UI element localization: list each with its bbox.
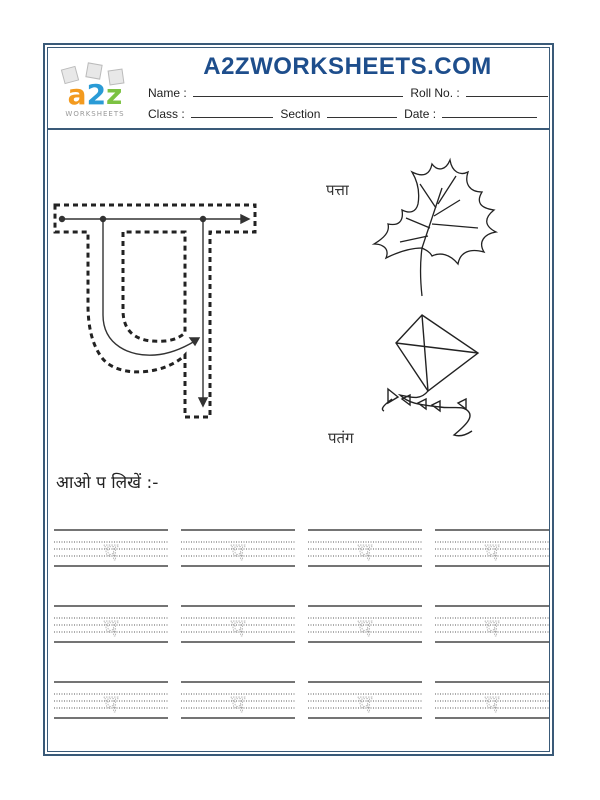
word-leaf: पत्ता — [326, 181, 349, 199]
practice-cell[interactable] — [435, 530, 549, 566]
trace-letter-faint: प — [231, 690, 245, 718]
section-label: Section — [280, 107, 321, 121]
practice-cell[interactable] — [181, 606, 295, 642]
trace-letter-faint: प — [231, 614, 245, 642]
leaf-icon — [360, 148, 510, 303]
name-label: Name : — [148, 86, 187, 100]
name-roll-row — [148, 86, 552, 100]
instruction-text: आओ प लिखें :- — [56, 473, 159, 493]
practice-cell[interactable] — [435, 606, 549, 642]
class-section-date-row — [148, 107, 541, 121]
practice-cell[interactable] — [308, 606, 422, 642]
roll-field[interactable] — [466, 86, 548, 97]
logo-subtext: WORKSHEETS — [65, 110, 125, 118]
trace-letter-faint: प — [104, 614, 118, 642]
header-separator — [47, 128, 550, 130]
date-field[interactable] — [442, 107, 537, 118]
practice-cell[interactable] — [181, 682, 295, 718]
trace-letter-faint: प — [485, 614, 499, 642]
practice-cell[interactable] — [435, 682, 549, 718]
word-kite: पतंग — [328, 429, 354, 447]
trace-letter-faint: प — [231, 538, 245, 566]
letter-tracing-guide — [45, 195, 270, 425]
practice-cell[interactable] — [181, 530, 295, 566]
practice-cell[interactable] — [54, 682, 168, 718]
class-label: Class : — [148, 107, 185, 121]
date-label: Date : — [404, 107, 437, 121]
trace-letter-faint: प — [104, 690, 118, 718]
class-field[interactable] — [191, 107, 273, 118]
trace-letter-faint: प — [358, 538, 372, 566]
trace-letter-faint: प — [485, 538, 499, 566]
kite-icon — [370, 305, 510, 445]
logo-text: a2z — [67, 78, 123, 111]
practice-grid[interactable] — [54, 520, 549, 745]
practice-cell[interactable] — [308, 530, 422, 566]
trace-letter-faint: प — [104, 538, 118, 566]
roll-label: Roll No. : — [410, 86, 460, 100]
practice-cell[interactable] — [54, 530, 168, 566]
practice-cell[interactable] — [308, 682, 422, 718]
section-field[interactable] — [327, 107, 397, 118]
trace-letter-faint: प — [485, 690, 499, 718]
trace-letter-faint: प — [358, 690, 372, 718]
practice-cell[interactable] — [54, 606, 168, 642]
a2z-logo — [55, 62, 135, 120]
trace-letter-faint: प — [358, 614, 372, 642]
site-title: A2ZWORKSHEETS.COM — [203, 53, 492, 80]
name-field[interactable] — [193, 86, 403, 97]
